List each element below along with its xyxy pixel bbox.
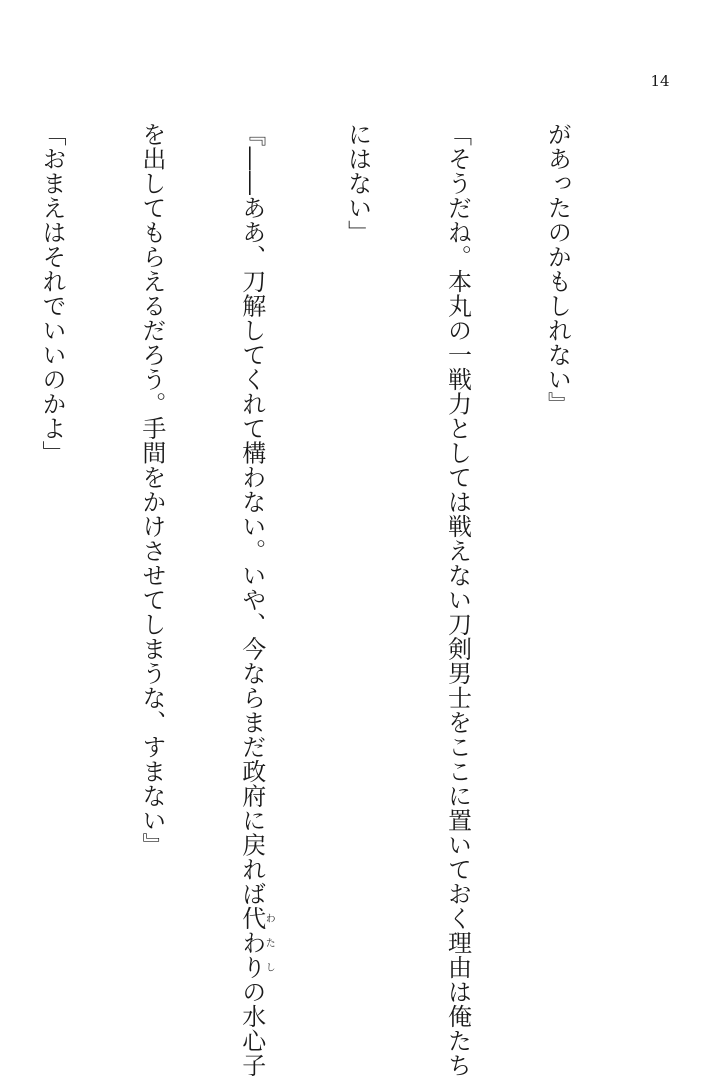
text-line: 「おまえはそれでいいのかよ」 xyxy=(37,122,66,465)
text-line: 「そうだね。本丸の一戦力としては戦えない刀剣男士をここに置いておく理由は俺たち xyxy=(443,122,472,1078)
vertical-text-body xyxy=(37,122,640,1078)
ruby-annotation: 代わりわたし xyxy=(237,906,275,980)
ruby-reading: わたし xyxy=(263,906,275,980)
text-line: があったのかもしれない』 xyxy=(543,122,572,416)
text-line: 『――ああ、刀解してくれて構わない。いや、今ならまだ政府に戻れば代わりわたしの水心子 xyxy=(237,122,275,1078)
page-number: 14 xyxy=(650,72,670,90)
text-line: にはない」 xyxy=(343,122,372,245)
text-line: を出してもらえるだろう。手間をかけさせてしまうな、すまない』 xyxy=(137,122,166,857)
